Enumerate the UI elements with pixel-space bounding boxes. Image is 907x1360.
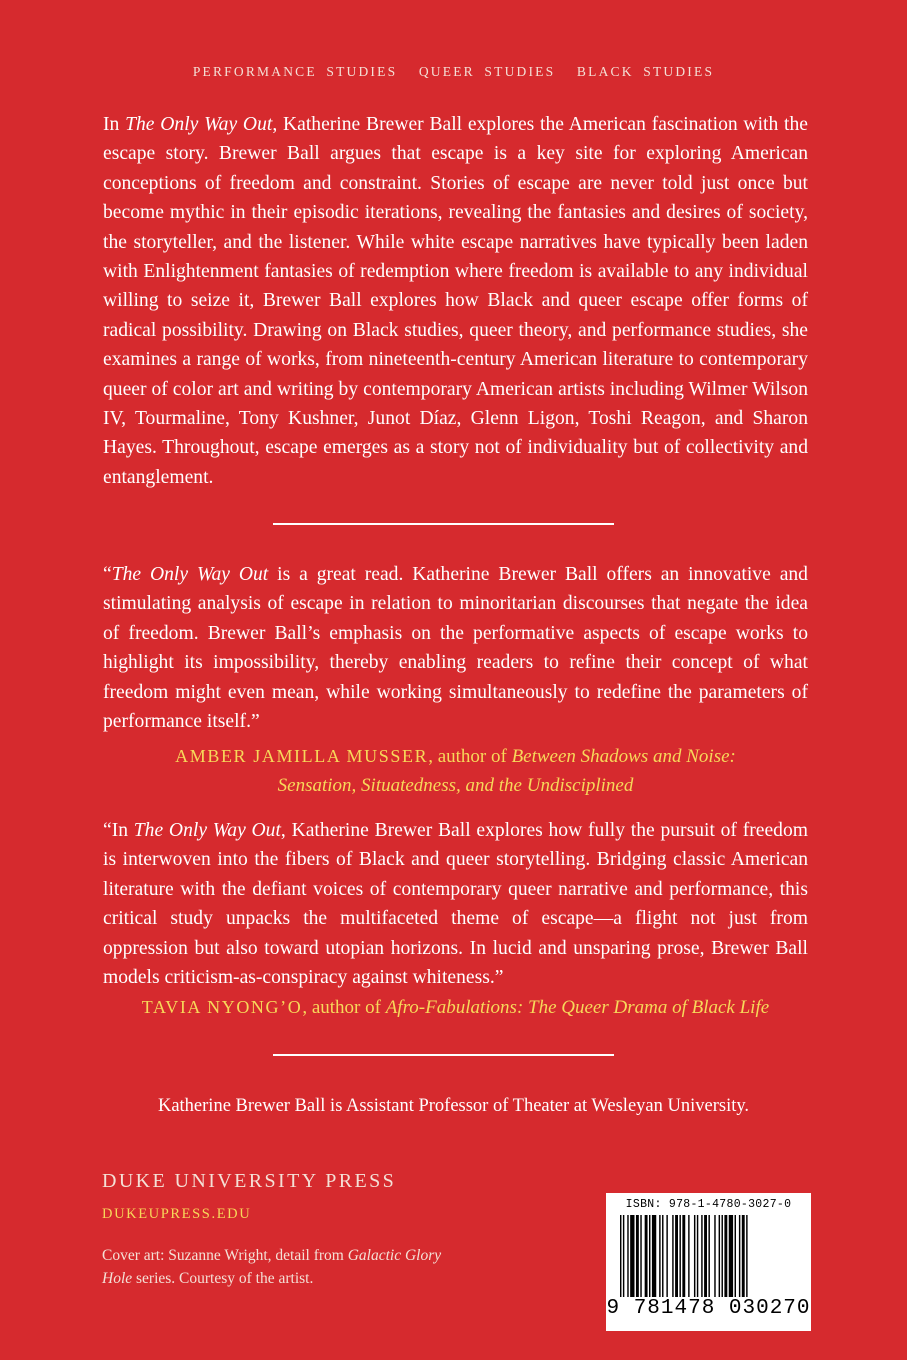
book-description bbox=[103, 110, 808, 492]
barcode-bar bbox=[620, 1215, 621, 1297]
endorsement-1 bbox=[103, 560, 808, 736]
quote2-book-title: The Only Way Out bbox=[133, 820, 281, 841]
quote1-open: “ bbox=[103, 564, 112, 585]
barcode-bar bbox=[704, 1215, 707, 1297]
barcode-bar bbox=[694, 1215, 695, 1297]
barcode-bar bbox=[742, 1215, 745, 1297]
cover-art-credit bbox=[102, 1244, 462, 1290]
quote2-book: Afro-Fabulations: The Queer Drama of Black Life bbox=[385, 997, 770, 1018]
author-bio: Katherine Brewer Ball is Assistant Professor of Theater at Wesleyan University. bbox=[157, 1096, 750, 1116]
barcode-bar bbox=[697, 1215, 698, 1297]
barcode-digits: 9 781478 030270 bbox=[606, 1297, 811, 1320]
barcode-bar bbox=[722, 1215, 723, 1297]
barcode-bar bbox=[724, 1215, 727, 1297]
barcode-bar bbox=[714, 1215, 715, 1297]
barcode-bar bbox=[636, 1215, 639, 1297]
isbn-barcode bbox=[606, 1193, 811, 1331]
barcode-bar bbox=[746, 1215, 747, 1297]
barcode-bar bbox=[652, 1215, 656, 1297]
credit-work-title: Galactic Glory Hole bbox=[102, 1247, 442, 1287]
barcode-bar bbox=[649, 1215, 650, 1297]
divider-bottom bbox=[273, 1054, 614, 1056]
category-list bbox=[0, 64, 907, 80]
barcode-bar bbox=[679, 1215, 680, 1297]
quote1-author: AMBER JAMILLA MUSSER bbox=[175, 746, 429, 766]
barcode-bar bbox=[739, 1215, 740, 1297]
barcode-bar bbox=[662, 1215, 663, 1297]
quote1-author-of: , author of bbox=[428, 746, 512, 767]
quote2-text: , Katherine Brewer Ball explores how fully the pursuit of freedom is interwoven into the fibers of Black and queer storytelling. Bridging classic American literature with the defiant voices of contemporary queer narrative and performance, this critical study unpacks the multifaceted theme of escape—a flight not just from oppression but also toward utopian horizons. In lucid and unsparing prose, Brewer Ball models criticism-as-conspiracy against whiteness.” bbox=[103, 820, 808, 989]
isbn-label: ISBN: 978-1-4780-3027-0 bbox=[625, 1198, 792, 1211]
barcode-bar bbox=[735, 1215, 736, 1297]
publisher-name: DUKE UNIVERSITY PRESS bbox=[102, 1170, 397, 1192]
quote1-book-title: The Only Way Out bbox=[111, 564, 269, 585]
barcode-bars-icon bbox=[620, 1215, 797, 1297]
category-black-studies: BLACK STUDIES bbox=[576, 64, 715, 79]
barcode-bar bbox=[630, 1215, 634, 1297]
quote2-open: “In bbox=[103, 820, 134, 841]
barcode-bar bbox=[623, 1215, 624, 1297]
divider-top bbox=[273, 523, 614, 525]
credit-suffix: series. Courtesy of the artist. bbox=[132, 1270, 314, 1287]
category-performance-studies: PERFORMANCE STUDIES bbox=[192, 64, 398, 79]
barcode-bar bbox=[719, 1215, 720, 1297]
barcode-bar bbox=[640, 1215, 641, 1297]
publisher-website: DUKEUPRESS.EDU bbox=[102, 1206, 252, 1222]
barcode-bar bbox=[701, 1215, 702, 1297]
quote1-book-line2: Sensation, Situatedness, and the Undisciplined bbox=[277, 775, 634, 796]
barcode-bar bbox=[688, 1215, 689, 1297]
barcode-bar bbox=[682, 1215, 685, 1297]
quote2-author-of: , author of bbox=[302, 997, 386, 1018]
blurb-book-title: The Only Way Out bbox=[125, 114, 273, 135]
blurb-text: , Katherine Brewer Ball explores the American fascination with the escape story. Brewer Ball argues that escape is a key site for exploring American conceptions of freedom and constraint. Stories of escape are never told just once but become mythic in their episodic iterations, revealing the fantasies and desires of society, the storyteller, and the listener. While white escape narratives have typically been laden with Enlightenment fantasies of redemption where freedom is available to any individual willing to seize it, Brewer Ball explores how Black and queer escape offer forms of radical possibility. Drawing on Black studies, queer theory, and performance studies, she examines a range of works, from nineteenth-century American literature to contemporary queer of color art and writing by contemporary American artists including Wilmer Wilson IV, Tourmaline, Tony Kushner, Junot Díaz, Glenn Ligon, Toshi Reagon, and Sharon Hayes. Throughout, escape emerges as a story not of individuality but of collectivity and entanglement. bbox=[103, 114, 808, 488]
barcode-bar bbox=[627, 1215, 628, 1297]
barcode-bar bbox=[666, 1215, 667, 1297]
credit-text: Cover art: Suzanne Wright, detail from bbox=[102, 1247, 348, 1264]
blurb-prefix: In bbox=[103, 114, 126, 135]
barcode-bar bbox=[729, 1215, 733, 1297]
endorsement-2-attribution bbox=[103, 993, 808, 1022]
barcode-bar bbox=[672, 1215, 673, 1297]
endorsement-2 bbox=[103, 816, 808, 992]
barcode-bar bbox=[708, 1215, 709, 1297]
barcode-bar bbox=[659, 1215, 660, 1297]
quote1-book-line1: Between Shadows and Noise: bbox=[511, 746, 736, 767]
category-queer-studies: QUEER STUDIES bbox=[418, 64, 556, 79]
quote2-author: TAVIA NYONG’O bbox=[141, 997, 303, 1017]
barcode-bar bbox=[675, 1215, 678, 1297]
barcode-bar bbox=[645, 1215, 648, 1297]
quote1-text: is a great read. Katherine Brewer Ball offers an innovative and stimulating analysis of escape in relation to minoritarian discourses that negate the idea of freedom. Brewer Ball’s emphasis on the performative aspects of escape works to highlight its impossibility, thereby enabling readers to refine their concept of what freedom might even mean, while working simultaneously to redefine the parameters of performance itself.” bbox=[103, 564, 808, 733]
endorsement-1-attribution bbox=[103, 742, 808, 800]
